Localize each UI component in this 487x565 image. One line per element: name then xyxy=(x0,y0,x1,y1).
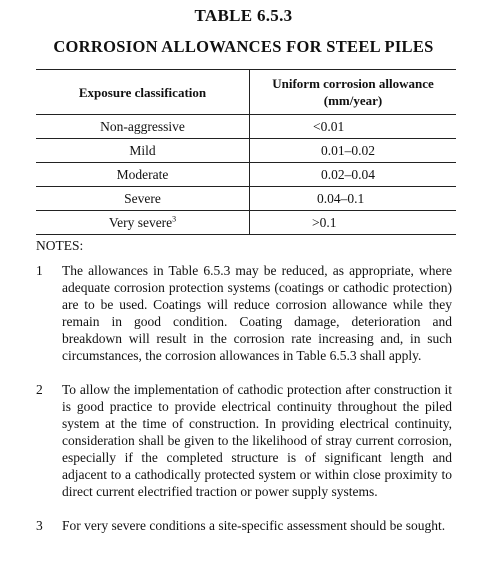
note-item xyxy=(36,262,452,364)
header-exposure-classification: Exposure classification xyxy=(36,70,250,115)
table-row xyxy=(36,115,456,139)
exposure-text: Non-aggressive xyxy=(100,118,185,134)
header-allowance-line1: Uniform corrosion allowance xyxy=(272,76,434,91)
exposure-text: Mild xyxy=(129,142,156,158)
note-text: For very severe conditions a site-specific assessment should be sought. xyxy=(62,518,446,533)
note-item xyxy=(36,517,452,534)
table-row xyxy=(36,139,456,163)
header-corrosion-allowance xyxy=(250,70,457,115)
exposure-cell xyxy=(36,139,250,163)
exposure-cell xyxy=(36,187,250,211)
table-header-row xyxy=(36,70,456,115)
note-text: To allow the implementation of cathodic protection after construction it is good practice to provide electrical continuity throughout the piled system at the time of construction. In providing electrical continuity, consideration shall be given to the likelihood of stray current corrosion, especially if the completed structure is of significant length and adjacent to a cathodically protected system or within close proximity to direct current electrified traction or power supply systems. xyxy=(62,382,452,499)
exposure-cell xyxy=(36,115,250,139)
note-number: 1 xyxy=(36,263,43,278)
table-row xyxy=(36,163,456,187)
table-title: TABLE 6.5.3 xyxy=(194,6,293,25)
exposure-text: Very severe xyxy=(108,214,173,230)
allowance-text: >0.1 xyxy=(312,214,337,230)
allowance-text: <0.01 xyxy=(313,118,345,134)
allowance-text: 0.02–0.04 xyxy=(321,166,375,182)
header-allowance-units: (mm/year) xyxy=(323,93,383,108)
exposure-cell xyxy=(36,211,250,235)
exposure-text: Severe xyxy=(124,190,161,206)
exposure-text: Moderate xyxy=(116,166,169,182)
allowance-cell xyxy=(250,187,457,211)
allowance-cell xyxy=(250,211,457,235)
note-number: 3 xyxy=(36,518,43,533)
table-row xyxy=(36,187,456,211)
note-item xyxy=(36,381,452,500)
exposure-cell xyxy=(36,163,250,187)
footnote-marker: 3 xyxy=(172,214,177,223)
note-text: The allowances in Table 6.5.3 may be reduced, as appropriate, where adequate corrosion protection systems (coatings or cathodic protection) are to be used. Coatings will reduce corrosion allowance while they remain in good condition. Coating damage, deterioration and breakdown will result in the corrosion rate increasing and, in such circumstances, the corrosion allowances in Table 6.5.3 shall apply. xyxy=(62,263,452,363)
allowance-cell xyxy=(250,163,457,187)
note-number: 2 xyxy=(36,382,43,397)
allowance-text: 0.01–0.02 xyxy=(321,142,375,158)
allowance-cell xyxy=(250,139,457,163)
table-row xyxy=(36,211,456,235)
allowance-cell xyxy=(250,115,457,139)
corrosion-allowance-table xyxy=(36,69,456,235)
allowance-text: 0.04–0.1 xyxy=(317,190,365,206)
notes-label: NOTES: xyxy=(36,238,84,253)
table-subtitle: CORROSION ALLOWANCES FOR STEEL PILES xyxy=(53,37,434,56)
